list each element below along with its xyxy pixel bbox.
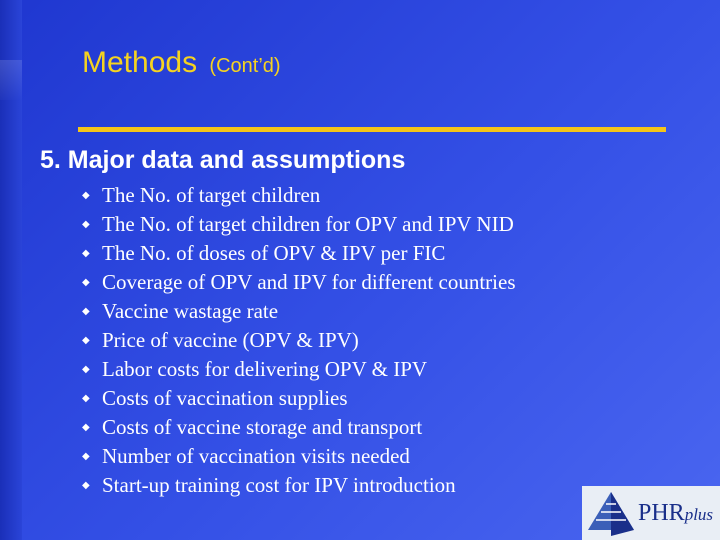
- bullet-text: Costs of vaccination supplies: [102, 386, 348, 410]
- bullet-text: Costs of vaccine storage and transport: [102, 415, 423, 439]
- bullet-item: [80, 471, 516, 500]
- bullet-list: [80, 181, 516, 500]
- section-heading: 5. Major data and assumptions: [40, 146, 406, 174]
- logo-text-main: PHR: [638, 500, 685, 526]
- bullet-item: [80, 326, 516, 355]
- bullet-item: [80, 239, 516, 268]
- pyramid-logo-icon: [586, 490, 636, 538]
- bullet-text: The No. of doses of OPV & IPV per FIC: [102, 241, 446, 265]
- bullet-icon: ◆: [82, 422, 90, 433]
- bullet-item: [80, 210, 516, 239]
- bullet-icon: ◆: [82, 451, 90, 462]
- bullet-text: Number of vaccination visits needed: [102, 444, 410, 468]
- bullet-text: Start-up training cost for IPV introduction: [102, 473, 456, 497]
- bullet-icon: ◆: [82, 219, 90, 230]
- bullet-text: Vaccine wastage rate: [102, 299, 279, 323]
- bullet-item: [80, 384, 516, 413]
- bullet-text: The No. of target children: [102, 183, 321, 207]
- bullet-icon: ◆: [82, 393, 90, 404]
- bullet-icon: ◆: [82, 248, 90, 259]
- bullet-item: [80, 181, 516, 210]
- bullet-item: [80, 413, 516, 442]
- bullet-text: The No. of target children for OPV and IPV NID: [102, 212, 514, 236]
- bullet-item: [80, 355, 516, 384]
- bullet-text: Labor costs for delivering OPV & IPV: [102, 357, 428, 381]
- logo-text-suffix: plus: [684, 505, 714, 524]
- bullet-text: Price of vaccine (OPV & IPV): [102, 328, 359, 352]
- bullet-icon: ◆: [82, 306, 90, 317]
- phrplus-logo: [582, 486, 720, 540]
- bullet-item: [80, 268, 516, 297]
- left-accent-shade: [0, 60, 22, 100]
- bullet-icon: ◆: [82, 190, 90, 201]
- bullet-text: Coverage of OPV and IPV for different countries: [102, 270, 516, 294]
- bullet-item: [80, 297, 516, 326]
- slide-title-main: Methods: [82, 46, 198, 79]
- slide-title-suffix: (Cont’d): [209, 55, 281, 77]
- logo-wordmark: [638, 500, 713, 527]
- bullet-icon: ◆: [82, 277, 90, 288]
- bullet-icon: ◆: [82, 364, 90, 375]
- bullet-item: [80, 442, 516, 471]
- slide-title: [82, 46, 281, 80]
- bullet-icon: ◆: [82, 480, 90, 491]
- bullet-icon: ◆: [82, 335, 90, 346]
- title-divider: [78, 127, 666, 132]
